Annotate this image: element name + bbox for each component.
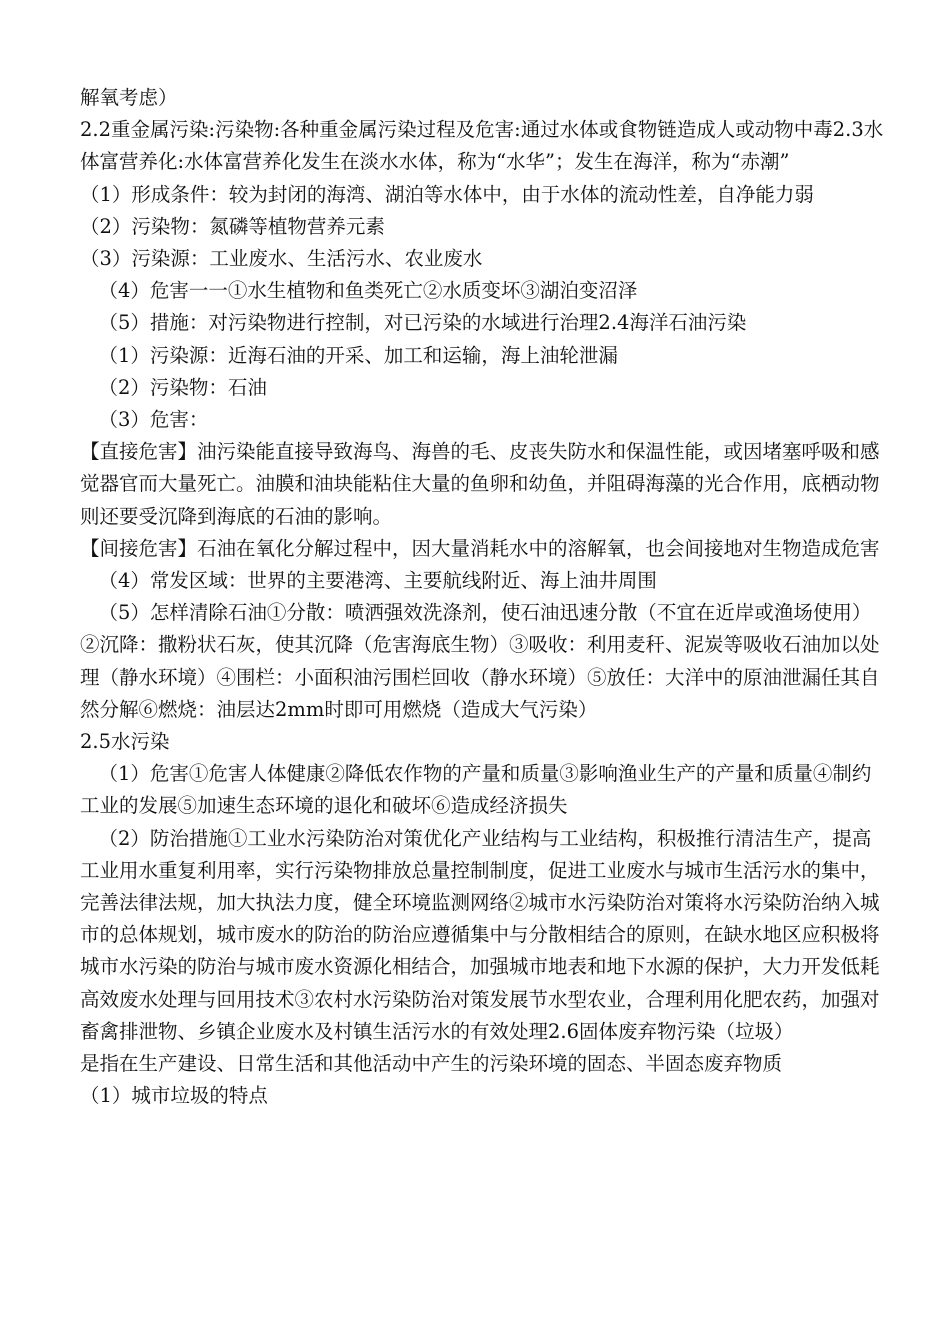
paragraph-pollution-sources: （3）污染源：工业废水、生活污水、农业废水 bbox=[80, 247, 483, 271]
paragraph-formation-conditions: （1）形成条件：较为封闭的海湾、湖泊等水体中，由于水体的流动性差，自净能力弱 bbox=[80, 182, 814, 206]
paragraph-solid-waste-definition: 是指在生产建设、日常生活和其他活动中产生的污染环境的固态、半固态废弃物质 bbox=[80, 1052, 783, 1076]
paragraph-hazards: （4）危害一一①水生植物和鱼类死亡②水质变坏③湖泊变沼泽 bbox=[98, 279, 638, 303]
paragraph-measures: （5）措施：对污染物进行控制，对已污染的水域进行治理2.4海洋石油污染 bbox=[98, 311, 747, 335]
paragraph-pollutants: （2）污染物：氮磷等植物营养元素 bbox=[80, 214, 385, 238]
paragraph-direct-hazards: 【直接危害】油污染能直接导致海鸟、海兽的毛、皮丧失防水和保温性能，或因堵塞呼吸和感觉器官而大量死亡。油膜和油块能粘住大量的鱼卵和幼鱼，并阻碍海藻的光合作用，底栖动物则还要受沉降到海底的石油的影响。 bbox=[80, 440, 880, 528]
document-body bbox=[80, 82, 886, 1113]
paragraph-continuation: 解氧考虑） bbox=[80, 86, 178, 109]
paragraph-heavy-metal-pollution: 2.2重金属污染:污染物:各种重金属污染过程及危害:通过水体或食物链造成人或动物中毒2.3水体富营养化:水体富营养化发生在淡水水体，称为“水华”；发生在海洋，称为“赤潮” bbox=[80, 118, 884, 174]
paragraph-indirect-hazards: 【间接危害】石油在氧化分解过程中，因大量消耗水中的溶解氧，也会间接地对生物造成危害 bbox=[80, 536, 880, 560]
paragraph-oil-hazards-heading: （3）危害： bbox=[98, 408, 209, 432]
section-heading-water-pollution: 2.5水污染 bbox=[80, 730, 170, 754]
paragraph-common-regions: （4）常发区域：世界的主要港湾、主要航线附近、海上油井周围 bbox=[98, 569, 657, 593]
paragraph-prevention-measures: （2）防治措施①工业水污染防治对策优化产业结构与工业结构，积极推行清洁生产，提高工业用水重复利用率，实行污染物排放总量控制制度，促进工业废水与城市生活污水的集中，完善法律法规，加大执法力度，健全环境监测网络②城市水污染防治对策将水污染防治纳入城市的总体规划，城市废水的防治的防治应遵循集中与分散相结合的原则，在缺水地区应积极将城市水污染的防治与城市废水资源化相结合，加强城市地表和地下水源的保护，大力开发低耗高效废水处理与回用技术③农村水污染防治对策发展节水型农业，合理利用化肥农药，加强对畜禽排泄物、乡镇企业废水及村镇生活污水的有效处理2.6固体废弃物污染（垃圾） bbox=[80, 826, 880, 1043]
paragraph-urban-waste-features: （1）城市垃圾的特点 bbox=[80, 1084, 268, 1108]
paragraph-water-pollution-hazards: （1）危害①危害人体健康②降低农作物的产量和质量③影响渔业生产的产量和质量④制约工业的发展⑤加速生态环境的退化和破坏⑥造成经济损失 bbox=[80, 762, 872, 818]
paragraph-oil-pollutant: （2）污染物：石油 bbox=[98, 375, 267, 399]
paragraph-oil-removal: （5）怎样清除石油①分散：喷洒强效洗涤剂，使石油迅速分散（不宜在近岸或渔场使用）②沉降：撒粉状石灰，使其沉降（危害海底生物）③吸收：利用麦秆、泥炭等吸收石油加以处理（静水环境）④围栏：小面积油污围栏回收（静水环境）⑤放任：大洋中的原油泄漏任其自然分解⑥燃烧：油层达2mm时即可用燃烧（造成大气污染） bbox=[80, 601, 880, 721]
paragraph-oil-pollution-sources: （1）污染源：近海石油的开采、加工和运输，海上油轮泄漏 bbox=[98, 343, 618, 367]
